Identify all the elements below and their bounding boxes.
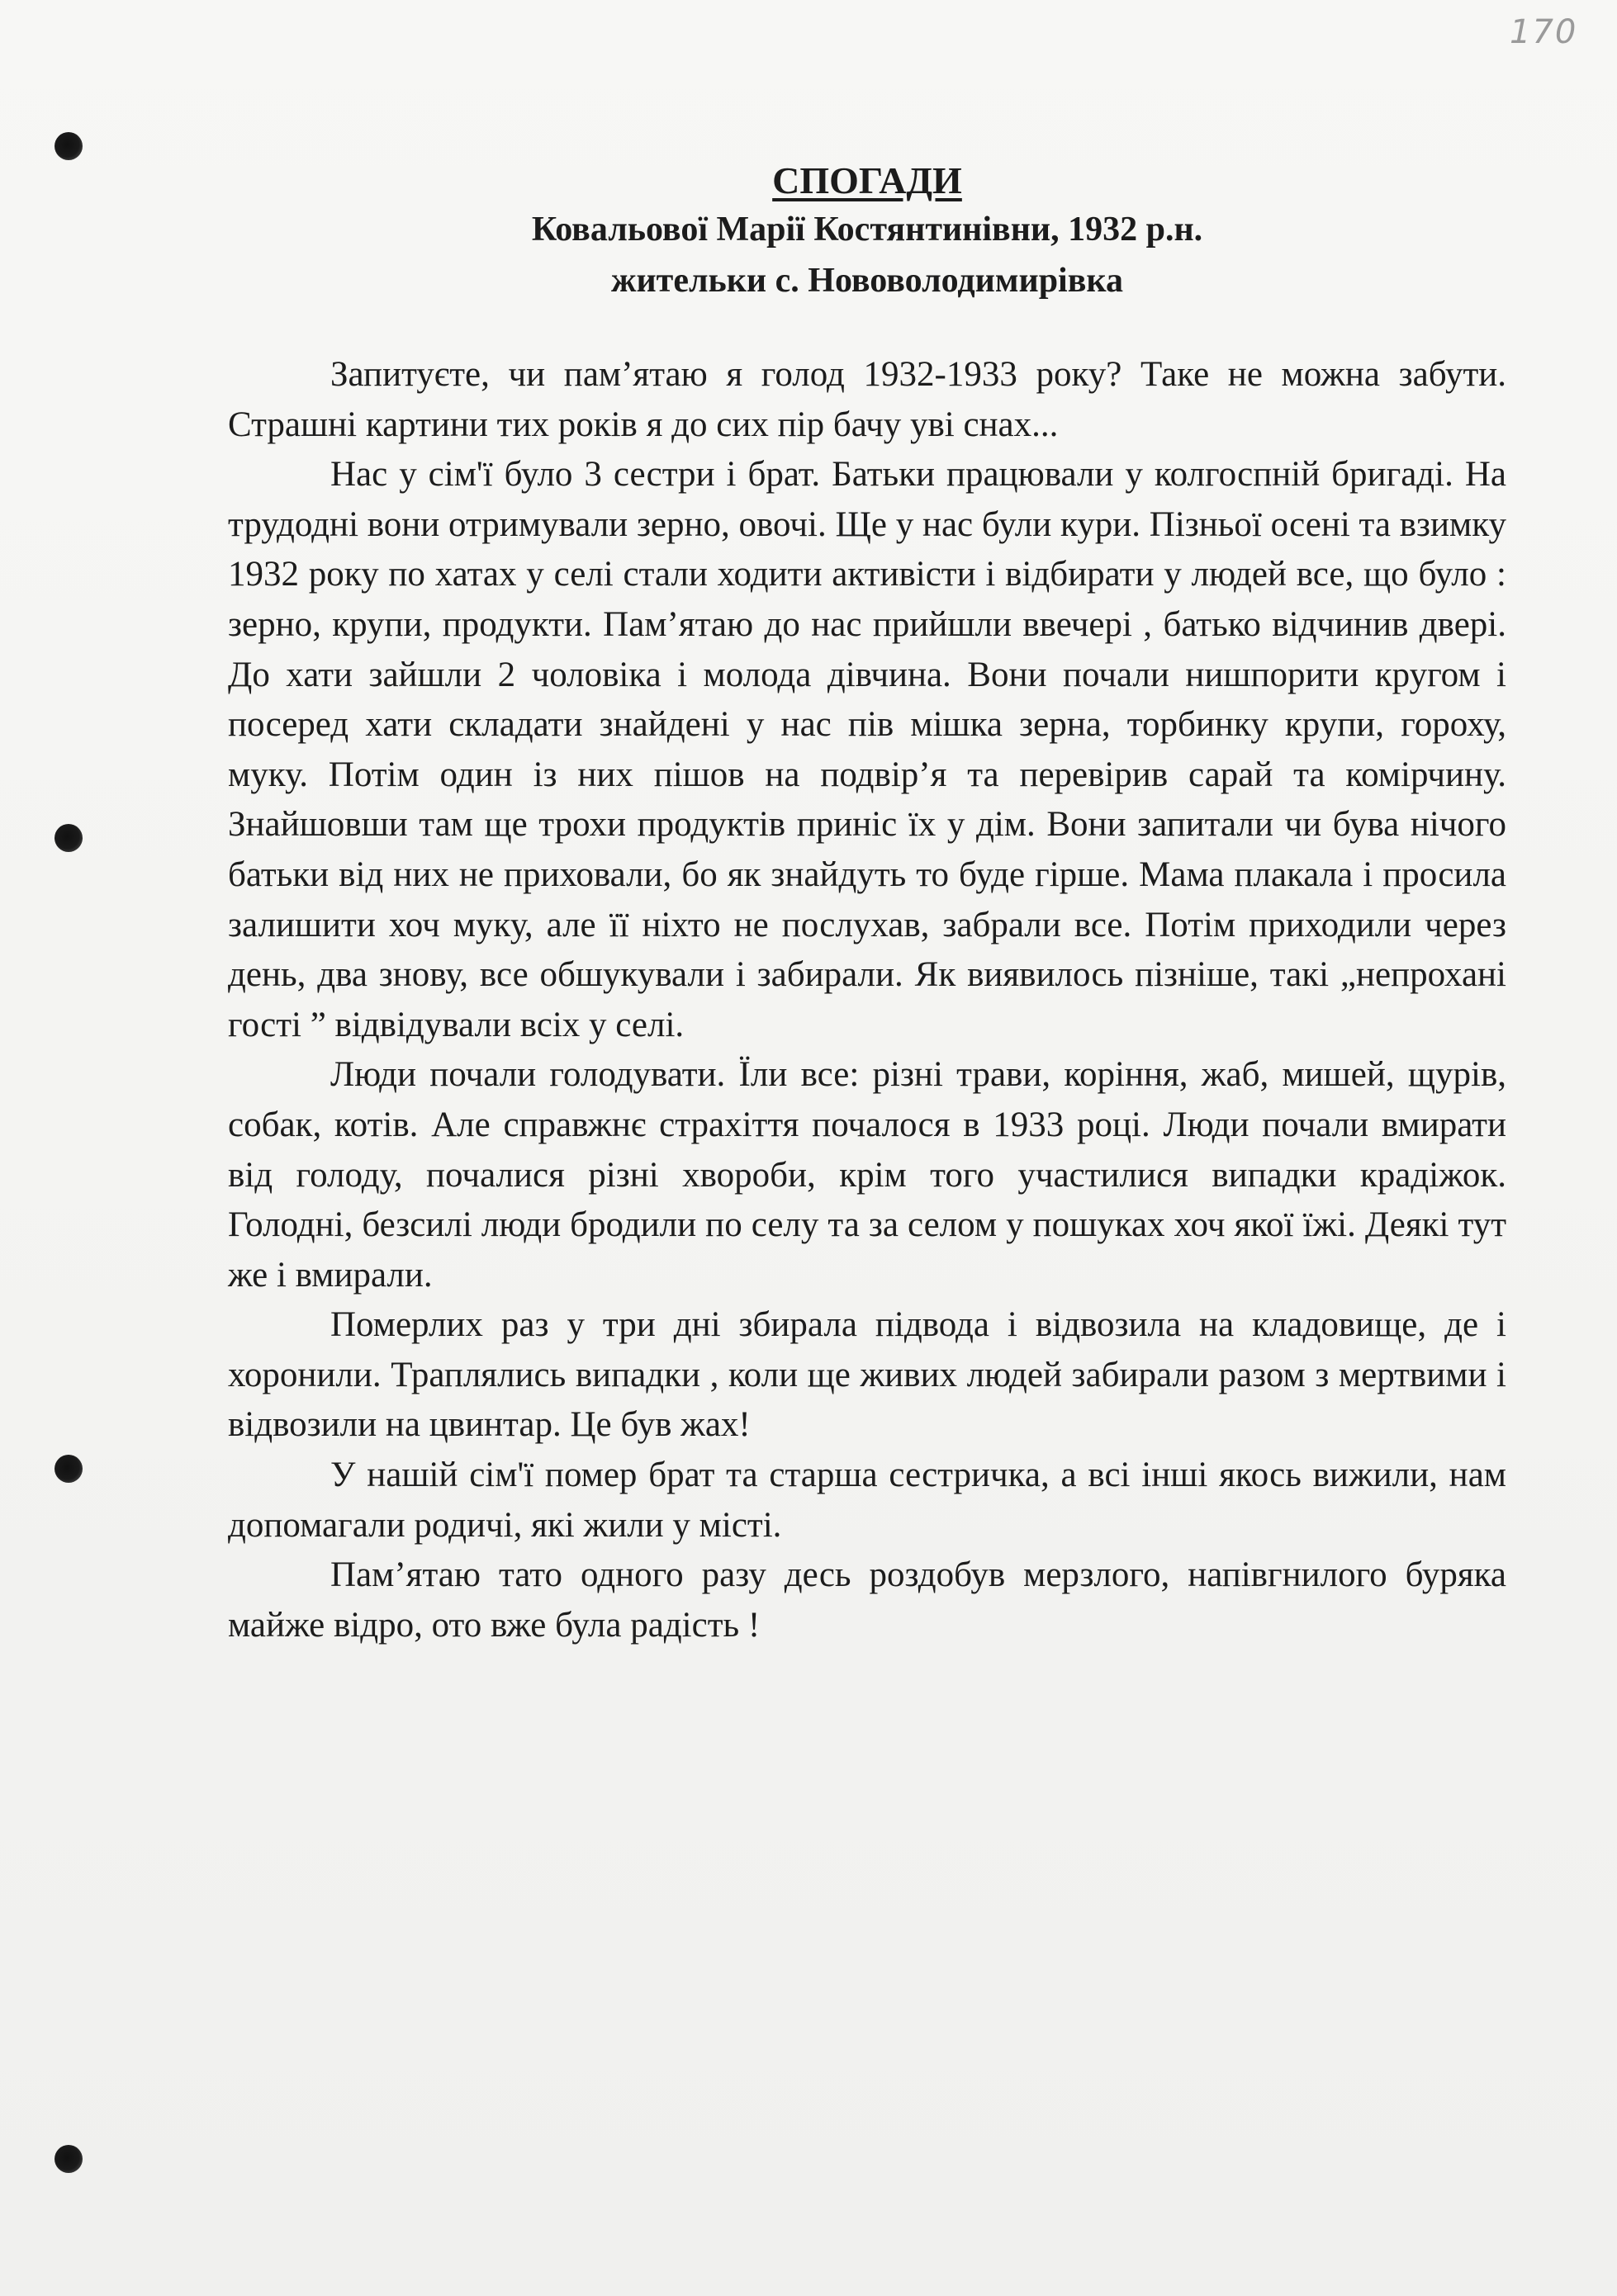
- punch-hole: [55, 2145, 83, 2173]
- archive-page-number: 170: [1510, 13, 1578, 51]
- author-line: Ковальової Марії Костянтинівни, 1932 р.н.: [531, 211, 1203, 249]
- paragraph: Запитуєте, чи пам’ятаю я голод 1932-1933 року? Таке не можна забути. Страшні картини тих років я до сих пір бачу уві снах...: [228, 355, 1506, 444]
- punch-hole: [55, 824, 83, 852]
- location-line: жительки с. Нововолодимирівка: [611, 262, 1123, 300]
- document-title: СПОГАДИ: [772, 159, 962, 201]
- paragraph: Померлих раз у три дні збирала підвода і відвозила на кладовище, де і хоронили. Траплялись випадки , коли ще живих людей забирали разом з мертвими і відвозили на цвинтар. Це був жах!: [228, 1305, 1506, 1445]
- paragraph: Люди почали голодувати. Їли все: різні трави, коріння, жаб, мишей, щурів, собак, котів. Але справжнє страхіття почалося в 1933 році. Люди почали вмирати від голоду, почалися різні хвороби, крім того участилися випадки крадіжок. Голодні, безсилі люди бродили по селу та за селом у пошуках хоч якої їжі. Деякі тут же і вмирали.: [228, 1055, 1506, 1295]
- paragraph: У нашій сім'ї помер брат та старша сестричка, а всі інші якось вижили, нам допомагали родичі, які жили у місті.: [228, 1456, 1506, 1545]
- punch-hole: [55, 1455, 83, 1483]
- paragraph: Пам’ятаю тато одного разу десь роздобув мерзлого, напівгнилого буряка майже відро, ото вже була радість !: [228, 1555, 1506, 1645]
- paragraph: Нас у сім'ї було 3 сестри і брат. Батьки працювали у колгоспній бригаді. На трудодні вони отримували зерно, овочі. Ще у нас були кури. Пізньої осені та взимку 1932 року по хатах у селі стали ходити активісти і відбирати у людей все, що було : зерно, крупи, продукти. Пам’ятаю до нас прийшли ввечері , батько відчинив двері. До хати зайшли 2 чоловіка і молода дівчина. Вони почали нишпорити кругом і посеред хати складати знайдені у нас пів мішка зерна, торбинку крупи, гороху, муку. Потім один із них пішов на подвір’я та перевірив сарай та комірчину. Знайшовши там ще трохи продуктів приніс їх у дім. Вони запитали чи бува нічого батьки від них не приховали, бо як знайдуть то буде гірше. Мама плакала і просила залишити хоч муку, але її ніхто не послухав, забрали все. Потім приходили через день, два знову, все обшукували і забирали. Як виявилось пізніше, такі „непрохані гості ” відвідували всіх у селі.: [228, 455, 1506, 1044]
- memoir-body: [228, 350, 1506, 1650]
- punch-hole: [55, 132, 83, 160]
